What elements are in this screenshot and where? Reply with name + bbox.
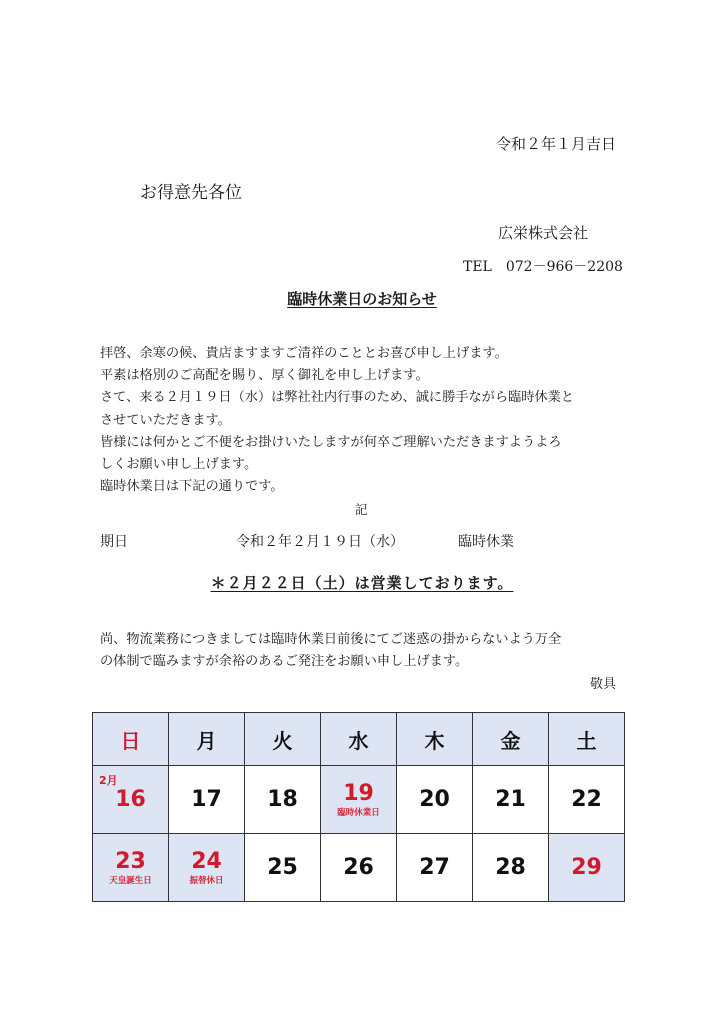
calendar-day-26: [321, 834, 397, 902]
holiday-calendar: [92, 712, 625, 902]
body-line: 平素は格別のご高配を賜り、厚く御礼を申し上げます。: [100, 368, 429, 384]
weekday-sat: 土: [549, 713, 625, 766]
calendar-day-19: [321, 766, 397, 834]
body-line: 臨時休業日は下記の通りです。: [100, 479, 284, 495]
day-number: 29: [571, 854, 602, 880]
day-number: 26: [343, 854, 374, 880]
calendar-day-29: [549, 834, 625, 902]
body-line: させていただきます。: [100, 412, 231, 428]
notice-title: [0, 288, 724, 309]
company-tel: TEL 072－966－2208: [463, 259, 623, 275]
day-note: 臨時休業日: [337, 807, 380, 818]
calendar-day-25: [245, 834, 321, 902]
calendar-day-18: [245, 766, 321, 834]
weekday-tue: 火: [245, 713, 321, 766]
period-status: 臨時休業: [458, 534, 514, 550]
calendar-day-16: [93, 766, 169, 834]
calendar-week-1: [93, 766, 625, 834]
weekday-sun: 日: [93, 713, 169, 766]
notice-title-text: 臨時休業日のお知らせ: [287, 290, 437, 308]
notice-body: [100, 343, 640, 498]
calendar-day-23: [93, 834, 169, 902]
calendar-day-27: [397, 834, 473, 902]
weekday-fri: 金: [473, 713, 549, 766]
after-line: の体制で臨みますが余裕のあるご発注をお願い申し上げます。: [100, 654, 469, 670]
period-date: 令和２年２月１９日（水）: [236, 534, 404, 550]
day-number: 19: [343, 780, 374, 806]
after-line: 尚、物流業務につきましては臨時休業日前後にてご迷惑の掛からないよう万全: [100, 632, 562, 647]
day-number: 23: [115, 848, 146, 874]
closing-word: 敬具: [590, 677, 617, 692]
day-number: 25: [267, 854, 298, 880]
weekday-mon: 月: [169, 713, 245, 766]
period-label: 期日: [100, 534, 128, 550]
ki-mark: 記: [355, 502, 368, 517]
day-number: 20: [419, 786, 450, 812]
calendar-day-17: [169, 766, 245, 834]
month-label: 2月: [99, 774, 118, 787]
company-name: 広栄株式会社: [498, 224, 589, 242]
calendar-week-2: [93, 834, 625, 902]
body-line: さて、来る２月１９日（水）は弊社社内行事のため、誠に勝手ながら臨時休業と: [100, 390, 574, 406]
day-number: 27: [419, 854, 450, 880]
calendar-day-24: [169, 834, 245, 902]
calendar-day-28: [473, 834, 549, 902]
body-line: しくお願い申し上げます。: [100, 457, 258, 473]
body-line: 皆様には何かとご不便をお掛けいたしますが何卒ご理解いただきますようよろ: [100, 434, 562, 450]
calendar-weekday-row: [93, 713, 625, 766]
calendar-day-20: [397, 766, 473, 834]
addressee: お得意先各位: [140, 183, 242, 203]
weekday-wed: 水: [321, 713, 397, 766]
day-note: 振替休日: [189, 875, 224, 886]
open-note: [0, 572, 724, 593]
day-number: 24: [191, 848, 222, 874]
day-number: 22: [571, 786, 602, 812]
day-number: 21: [495, 786, 526, 812]
day-number: 16: [115, 786, 146, 812]
weekday-thu: 木: [397, 713, 473, 766]
day-number: 17: [191, 786, 222, 812]
day-number: 18: [267, 786, 298, 812]
calendar-day-22: [549, 766, 625, 834]
day-number: 28: [495, 854, 526, 880]
body-line: 拝啓、余寒の候、貴店ますますご清祥のこととお喜び申し上げます。: [100, 346, 508, 361]
after-text: [100, 629, 561, 673]
open-note-text: ＊２月２２日（土）は営業しております。: [210, 574, 514, 592]
calendar-day-21: [473, 766, 549, 834]
notice-date: 令和２年１月吉日: [495, 135, 616, 153]
day-note: 天皇誕生日: [109, 875, 152, 886]
